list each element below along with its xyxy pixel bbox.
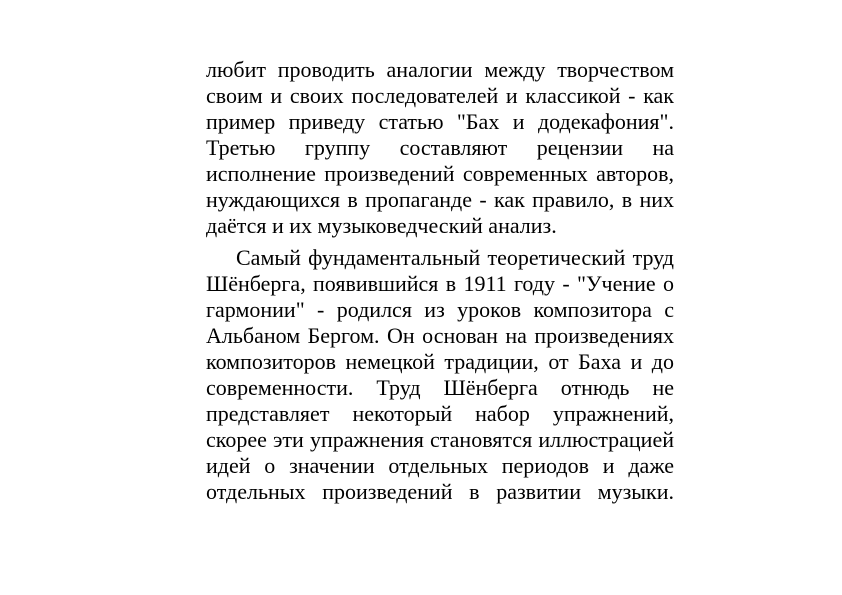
paragraph-2-line: Альбаном Бергом. Он основан на произведениях (206, 323, 674, 348)
paragraph-2-line: современности. Труд Шёнберга отнюдь не (206, 375, 674, 400)
paragraph-1-line: исполнение произведений современных авторов, (206, 161, 674, 186)
paragraph-1 (206, 57, 674, 239)
paragraph-2-line-first: Самый фундаментальный теоретический труд (236, 245, 674, 270)
paragraph-1-line: пример приведу статью "Бах и додекафония". (206, 109, 674, 134)
paragraph-2-line: композиторов немецкой традиции, от Баха и до (206, 349, 674, 374)
text-block (206, 57, 674, 505)
paragraph-2-line: скорее эти упражнения становятся иллюстрацией (206, 427, 674, 452)
paragraph-2 (206, 245, 674, 505)
paragraph-2-line: Шёнберга, появившийся в 1911 году - "Учение о (206, 271, 674, 296)
paragraph-2-line: представляет некоторый набор упражнений, (206, 401, 674, 426)
paragraph-2-line: отдельных произведений в развитии музыки. (206, 479, 674, 504)
paragraph-1-line: Третью группу составляют рецензии на (206, 135, 674, 160)
paragraph-1-line: нуждающихся в пропаганде - как правило, в них (206, 187, 674, 212)
paragraph-1-line: любит проводить аналогии между творчеством (206, 57, 674, 82)
paragraph-1-line: своим и своих последователей и классикой - как (206, 83, 674, 108)
paragraph-2-line: идей о значении отдельных периодов и даже (206, 453, 674, 478)
paragraph-1-line-last: даётся и их музыковедческий анализ. (206, 213, 557, 238)
paragraph-2-line: гармонии" - родился из уроков композитора с (206, 297, 674, 322)
